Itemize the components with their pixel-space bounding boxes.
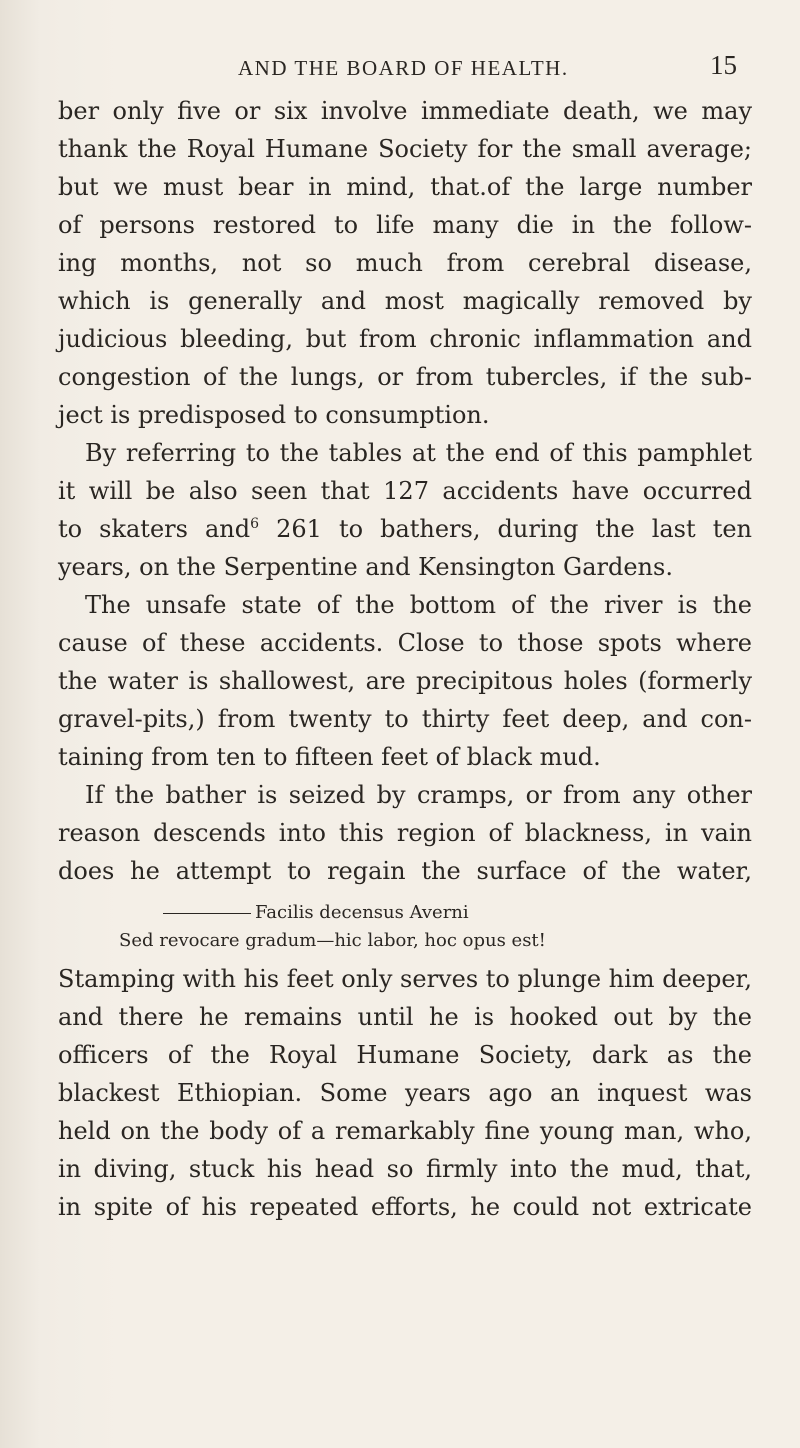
verse-text: Facilis decensus Averni: [255, 902, 469, 923]
quote-dash: [163, 913, 251, 914]
text-line: gravel-pits,) from twenty to thirty feet deep, and con-: [58, 705, 752, 733]
text-line: held on the body of a remarkably fine young man, who,: [58, 1117, 752, 1145]
text-line: blackest Ethiopian. Some years ago an inquest was: [58, 1079, 752, 1107]
text-line: thank the Royal Humane Society for the small average;: [58, 135, 752, 163]
text-line: the water is shallowest, are precipitous holes (formerly: [58, 667, 752, 695]
text-line: [58, 510, 752, 548]
page-number: 15: [710, 50, 737, 80]
text-line: ber only five or six involve immediate death, we may: [58, 97, 752, 125]
text-fragment: 261 to bathers, during the last ten: [259, 515, 752, 543]
text-line: congestion of the lungs, or from tubercles, if the sub-: [58, 363, 752, 391]
text-line: ject is predisposed to consumption.: [58, 401, 490, 429]
text-line: ing months, not so much from cerebral disease,: [58, 249, 752, 277]
text-line: The unsafe state of the bottom of the river is the: [85, 591, 752, 619]
text-line: which is generally and most magically removed by: [58, 287, 752, 315]
text-line: it will be also seen that 127 accidents have occurred: [58, 477, 752, 505]
text-line: judicious bleeding, but from chronic inflammation and: [58, 325, 752, 353]
footnote-marker: 6: [250, 516, 260, 532]
text-line: years, on the Serpentine and Kensington Gardens.: [58, 553, 673, 581]
text-line: taining from ten to fifteen feet of black mud.: [58, 743, 601, 771]
text-line: officers of the Royal Humane Society, dark as the: [58, 1041, 752, 1069]
text-line: in spite of his repeated efforts, he could not extricate: [58, 1193, 752, 1221]
page-header: [0, 50, 800, 90]
text-line: reason descends into this region of blackness, in vain: [58, 819, 752, 847]
text-line: does he attempt to regain the surface of the water,: [58, 857, 752, 885]
text-line: Stamping with his feet only serves to plunge him deeper,: [58, 965, 752, 993]
text-line: By referring to the tables at the end of this pamphlet: [85, 439, 752, 467]
text-line: If the bather is seized by cramps, or from any other: [85, 781, 752, 809]
verse-quote-line: Sed revocare gradum—hic labor, hoc opus est!: [119, 930, 546, 951]
text-fragment: to skaters and: [58, 515, 251, 543]
text-line: of persons restored to life many die in the follow-: [58, 211, 752, 239]
verse-quote-line: [163, 900, 469, 926]
running-head: AND THE BOARD OF HEALTH.: [238, 56, 569, 80]
text-line: cause of these accidents. Close to those spots where: [58, 629, 752, 657]
text-line: in diving, stuck his head so firmly into the mud, that,: [58, 1155, 752, 1183]
text-line: but we must bear in mind, that.of the large number: [58, 173, 752, 201]
text-line: and there he remains until he is hooked out by the: [58, 1003, 752, 1031]
